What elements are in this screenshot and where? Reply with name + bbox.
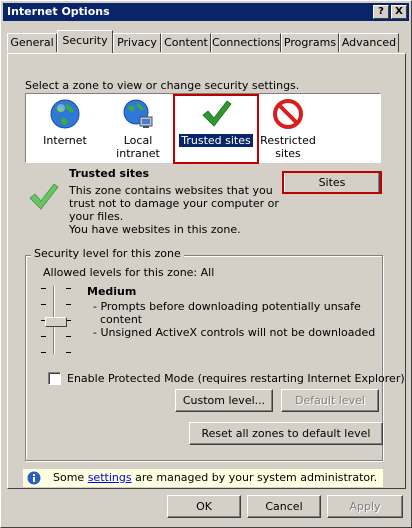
zone-label: [258, 134, 318, 160]
globe-icon: [49, 98, 81, 130]
security-slider[interactable]: [37, 284, 77, 358]
ok-button[interactable]: OK: [167, 495, 241, 518]
level-description-line: - Prompts before downloading potentially unsafe: [93, 300, 361, 313]
slider-tick: [41, 352, 46, 353]
tab-security[interactable]: [57, 30, 113, 53]
help-button[interactable]: ?: [373, 5, 389, 19]
info-text-suffix: are managed by your system administrator.: [131, 471, 378, 484]
level-description: [93, 300, 375, 339]
zone-internet[interactable]: [34, 94, 96, 162]
group-title: Security level for this zone: [31, 247, 184, 260]
tab-label: Privacy: [117, 36, 157, 49]
tab-connections[interactable]: [211, 33, 281, 52]
cancel-button[interactable]: Cancel: [247, 495, 321, 518]
tab-label: Connections: [212, 36, 280, 49]
checkmark-icon: [27, 181, 59, 213]
zone-local-intranet[interactable]: [102, 94, 174, 162]
custom-level-button[interactable]: Custom level...: [175, 389, 273, 412]
intranet-globe-icon: [122, 98, 154, 130]
slider-tick: [41, 304, 46, 305]
admin-info-bar: [23, 469, 383, 487]
title-bar: [3, 3, 409, 21]
window-title: Internet Options: [7, 5, 110, 18]
slider-tick: [41, 288, 46, 289]
tab-label: Advanced: [341, 36, 397, 49]
zone-label: Local intranet: [116, 134, 160, 160]
sites-button-highlight: [282, 171, 382, 194]
tab-label: Programs: [283, 36, 337, 49]
close-button[interactable]: X: [391, 5, 407, 19]
level-name: Medium: [87, 285, 137, 298]
tab-label: Security: [62, 34, 108, 47]
tab-advanced[interactable]: [339, 33, 399, 52]
zone-label-line: sites: [275, 147, 301, 160]
slider-thumb[interactable]: [45, 317, 67, 327]
tab-strip: [7, 30, 407, 54]
zone-description: [69, 184, 279, 236]
zone-restricted-sites[interactable]: [258, 94, 318, 162]
zone-label-line: Restricted: [260, 134, 316, 147]
tab-label: Content: [164, 36, 208, 49]
apply-button[interactable]: Apply: [327, 495, 403, 518]
zone-description-line: trust not to damage your computer or: [69, 197, 279, 210]
slider-tick: [41, 336, 46, 337]
reset-all-zones-button[interactable]: Reset all zones to default level: [189, 422, 383, 445]
allowed-levels: Allowed levels for this zone: All: [43, 266, 215, 279]
no-entry-icon: [272, 98, 304, 130]
tab-programs[interactable]: [281, 33, 339, 52]
protected-mode-checkbox[interactable]: [48, 372, 61, 385]
sites-button[interactable]: Sites: [284, 171, 380, 194]
tab-label: General: [10, 36, 54, 49]
level-description-line: content: [100, 313, 143, 326]
tab-general[interactable]: [7, 33, 57, 52]
slider-tick: [66, 352, 71, 353]
zone-label-selected: Trusted sites: [181, 134, 251, 147]
zone-label: Internet: [43, 134, 87, 147]
protected-mode-label[interactable]: Enable Protected Mode (requires restarting Internet Explorer): [67, 372, 405, 385]
level-description-line: - Unsigned ActiveX controls will not be downloaded: [93, 326, 376, 339]
zone-description-line: You have websites in this zone.: [69, 223, 241, 236]
zone-description-line: your files.: [69, 210, 124, 223]
default-level-button[interactable]: Default level: [281, 389, 379, 412]
settings-link[interactable]: settings: [87, 471, 132, 484]
slider-tick: [66, 304, 71, 305]
info-text-prefix: Some: [53, 471, 88, 484]
zone-instruction: Select a zone to view or change security settings.: [25, 79, 300, 92]
info-icon: [27, 471, 41, 485]
zone-description-line: This zone contains websites that you: [69, 184, 273, 197]
trusted-sites-highlight: [173, 94, 259, 164]
slider-tick: [66, 288, 71, 289]
tab-privacy[interactable]: [113, 33, 161, 52]
zone-title: Trusted sites: [69, 167, 150, 180]
slider-tick: [66, 336, 71, 337]
tab-content[interactable]: [161, 33, 211, 52]
